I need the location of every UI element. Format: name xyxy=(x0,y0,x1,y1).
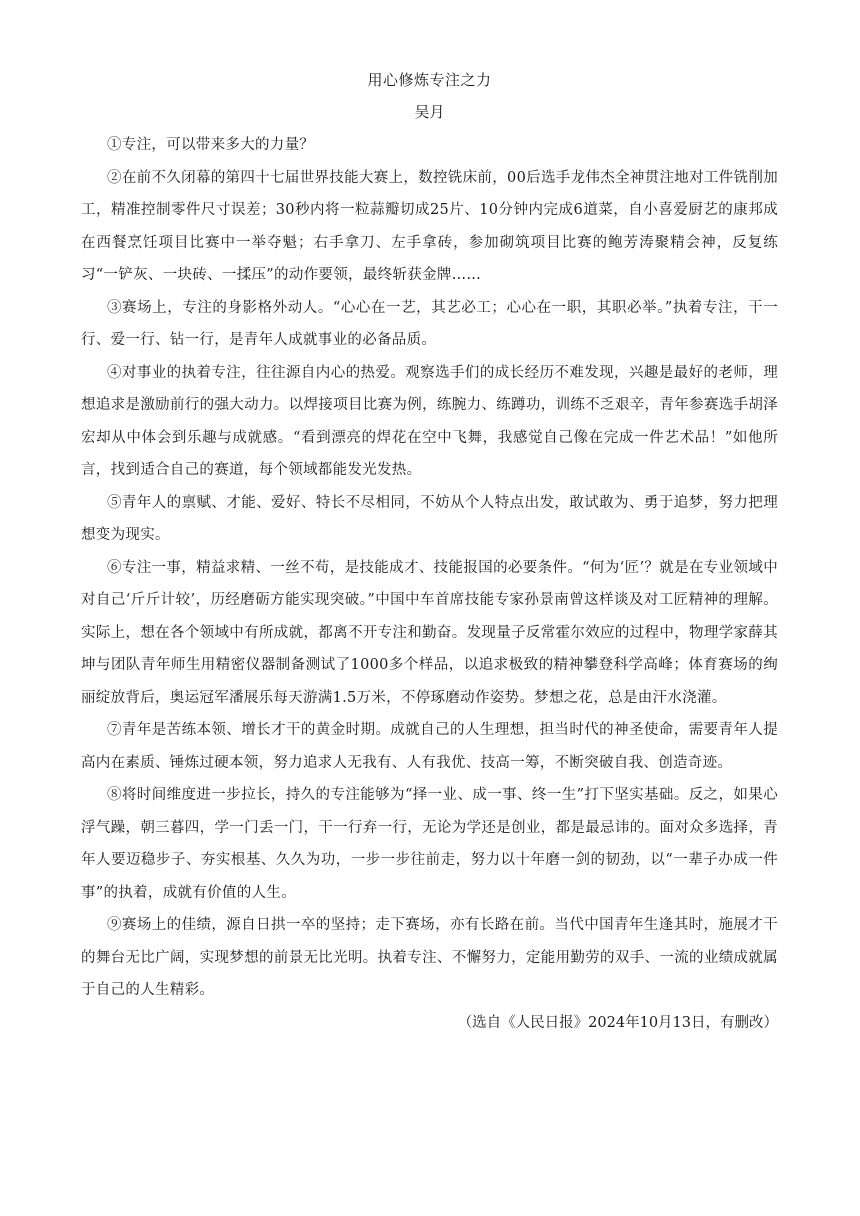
article-title: 用心修炼专注之力 xyxy=(367,71,492,89)
paragraph-7: ⑦青年是苦练本领、增长才干的黄金时期。成就自己的人生理想，担当时代的神圣使命，需要青年人提高内在素质、锤炼过硬本领，努力追求人无我有、人有我优、技高一筹，不断突破自我、创造奇迹。 xyxy=(81,722,778,771)
paragraph-5: ⑤青年人的禀赋、才能、爱好、特长不尽相同，不妨从个人特点出发，敢试敢为、勇于追梦，努力把理想变为现实。 xyxy=(81,494,778,543)
paragraph-3: ③赛场上，专注的身影格外动人。“心心在一艺，其艺必工；心心在一职，其职必举。”执着专注，干一行、爱一行、钻一行，是青年人成就事业的必备品质。 xyxy=(81,299,778,348)
paragraph-6: ⑥专注一事，精益求精、一丝不苟，是技能成才、技能报国的必要条件。“何为‘匠’？就是在专业领域中对自己‘斤斤计较’，历经磨砺方能实现突破。”中国中车首席技能专家孙景南曾这样谈及对工匠精神的理解。实际上，想在各个领域中有所成就，都离不开专注和勤奋。发现量子反常霍尔效应的过程中，物理学家薛其坤与团队青年师生用精密仪器制备测试了1000多个样品，以追求极致的精神攀登科学高峰；体育赛场的绚丽绽放背后，奥运冠军潘展乐每天游满1.5万米，不停琢磨动作姿势。梦想之花，总是由汗水浇灌。 xyxy=(81,559,778,706)
article xyxy=(81,70,778,1039)
paragraph-9: ⑨赛场上的佳绩，源自日拱一卒的坚持；走下赛场，亦有长路在前。当代中国青年生逢其时，施展才干的舞台无比广阔，实现梦想的前景无比光明。执着专注、不懈努力，定能用勤劳的双手、一流的业绩成就属于自己的人生精彩。 xyxy=(81,917,778,998)
paragraph-1: ①专注，可以带来多大的力量？ xyxy=(107,137,315,153)
paragraph-4: ④对事业的执着专注，往往源自内心的热爱。观察选手们的成长经历不难发现，兴趣是最好的老师，理想追求是激励前行的强大动力。以焊接项目比赛为例，练腕力、练蹲功，训练不乏艰辛，青年参赛选手胡泽宏却从中体会到乐趣与成就感。“看到漂亮的焊花在空中飞舞，我感觉自己像在完成一件艺术品！”如他所言，找到适合自己的赛道，每个领域都能发光发热。 xyxy=(81,364,778,478)
article-source: （选自《人民日报》2024年10月13日，有删改） xyxy=(457,1014,778,1031)
paragraph-2: ②在前不久闭幕的第四十七届世界技能大赛上，数控铣床前，00后选手龙伟杰全神贯注地对工件铣削加工，精准控制零件尺寸误差；30秒内将一粒蒜瓣切成25片、10分钟内完成6道菜，自小喜爱厨艺的康邦成在西餐烹饪项目比赛中一举夺魁；右手拿刀、左手拿砖，参加砌筑项目比赛的鲍芳涛聚精会神，反复练习“一铲灰、一块砖、一揉压”的动作要领，最终斩获金牌…… xyxy=(81,169,778,283)
article-author: 吴月 xyxy=(414,103,445,121)
paragraph-8: ⑧将时间维度进一步拉长，持久的专注能够为“择一业、成一事、终一生”打下坚实基础。反之，如果心浮气躁，朝三暮四，学一门丢一门，干一行弃一行，无论为学还是创业，都是最忌讳的。面对众多选择，青年人要迈稳步子、夯实根基、久久为功，一步一步往前走，努力以十年磨一剑的韧劲，以“一辈子办成一件事”的执着，成就有价值的人生。 xyxy=(81,787,778,901)
